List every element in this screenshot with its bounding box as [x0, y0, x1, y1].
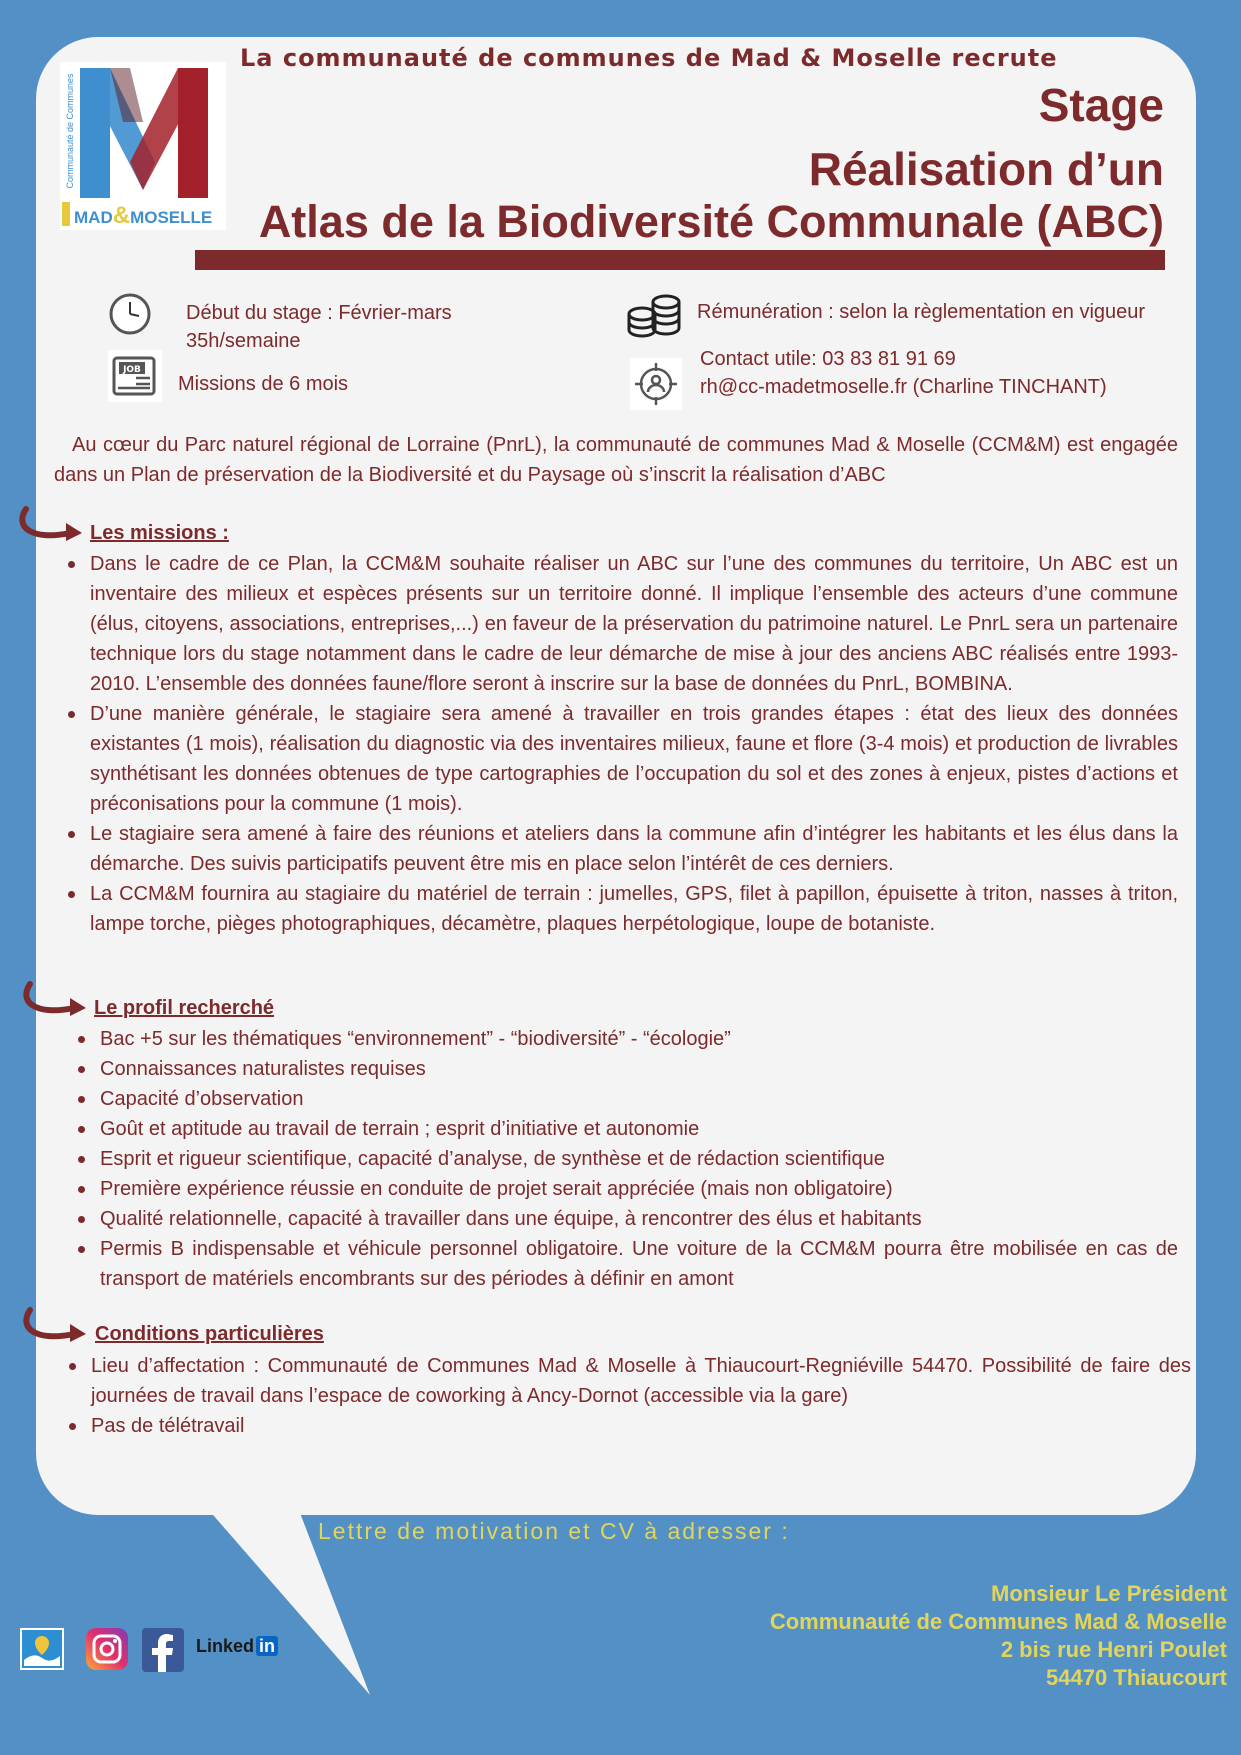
conditions-arrow-icon — [18, 1306, 88, 1346]
list-item: Pas de télétravail — [91, 1411, 1191, 1441]
job-icon-text: JOB — [123, 365, 141, 375]
list-item: Bac +5 sur les thématiques “environnement” - “biodiversité” - “écologie” — [100, 1024, 1178, 1054]
facebook-icon[interactable] — [142, 1628, 184, 1672]
linkedin-text: Linked — [196, 1636, 255, 1656]
list-item: Qualité relationnelle, capacité à travailler dans une équipe, à rencontrer des élus et habitants — [100, 1204, 1178, 1234]
target-person-icon — [630, 358, 682, 410]
contact-email[interactable]: rh@cc-madetmoselle.fr (Charline TINCHANT) — [700, 376, 1107, 398]
missions-arrow-icon — [14, 505, 84, 545]
mad-moselle-logo — [60, 62, 226, 230]
application-prompt: Lettre de motivation et CV à adresser : — [318, 1518, 790, 1544]
profil-arrow-icon — [18, 980, 88, 1020]
list-item: Goût et aptitude au travail de terrain ; esprit d’initiative et autonomie — [100, 1114, 1178, 1144]
conditions-title: Conditions particulières — [95, 1323, 324, 1345]
list-item: Capacité d’observation — [100, 1084, 1178, 1114]
logo-brand — [74, 202, 212, 230]
list-item: La CCM&M fournira au stagiaire du matériel de terrain : jumelles, GPS, filet à papillon, épuisette à triton, nasses à triton, lampe torche, pièges photographiques, décamètre, plaques herpétologique, loupe de botaniste. — [90, 879, 1178, 939]
list-item: Le stagiaire sera amené à faire des réunions et ateliers dans la commune afin d’intégrer les habitants et les élus dans la démarche. Des suivis participatifs peuvent être mis en place selon l’intérêt de ces derniers. — [90, 819, 1178, 879]
missions-duration: Missions de 6 mois — [178, 373, 349, 395]
logo-brand-mad: MAD — [74, 208, 113, 227]
list-item: Lieu d’affectation : Communauté de Communes Mad & Moselle à Thiaucourt-Regniéville 54470. Possibilité de faire des journées de travail dans l’espace de coworking à Ancy-Dornot (accessible via la gare) — [91, 1351, 1191, 1411]
list-item: Esprit et rigueur scientifique, capacité d’analyse, de synthèse et de rédaction scientifique — [100, 1144, 1178, 1174]
linkedin-in-badge: in — [256, 1636, 278, 1656]
profil-list — [100, 1024, 1178, 1294]
instagram-icon[interactable] — [86, 1628, 128, 1670]
map-pin-icon[interactable] — [20, 1628, 64, 1670]
address-city: 54470 Thiaucourt — [1046, 1665, 1227, 1690]
address-organisation: Communauté de Communes Mad & Moselle — [769, 1609, 1227, 1634]
title-atlas: Atlas de la Biodiversité Communale (ABC) — [258, 196, 1164, 247]
logo-brand-moselle: MOSELLE — [130, 208, 213, 227]
title-realisation: Réalisation d’un — [808, 143, 1164, 195]
conditions-list — [91, 1351, 1191, 1441]
list-item: Permis B indispensable et véhicule personnel obligatoire. Une voiture de la CCM&M pourra être mobilisée en cas de transport de matériels encombrants sur des périodes à définir en amont — [100, 1234, 1178, 1294]
postal-address — [770, 1580, 1227, 1692]
intro-paragraph: Au cœur du Parc naturel régional de Lorraine (PnrL), la communauté de communes Mad & Moselle (CCM&M) est engagée dans un Plan de préservation de la Biodiversité et du Paysage où s’inscrit la réalisation d’ABC — [54, 434, 1178, 486]
profil-title: Le profil recherché — [94, 997, 275, 1019]
list-item: Connaissances naturalistes requises — [100, 1054, 1178, 1084]
clock-icon — [108, 292, 152, 336]
contact-phone: Contact utile: 03 83 81 91 69 — [700, 348, 956, 370]
missions-title: Les missions : — [90, 522, 229, 544]
missions-list — [90, 549, 1178, 939]
weekly-hours: 35h/semaine — [186, 330, 301, 352]
title-stage: Stage — [1038, 79, 1164, 131]
address-street: 2 bis rue Henri Poulet — [1000, 1637, 1227, 1662]
list-item: D’une manière générale, le stagiaire sera amené à travailler en trois grandes étapes : état des lieux des données existantes (1 mois), réalisation du diagnostic via des inventaires milieux, faune et flore (3-4 mois) et production de livrables synthétisant les données obtenues de type cartographies de l’occupation du sol et des zones à enjeux, pistes d’actions et préconisations pour la commune (1 mois). — [90, 699, 1178, 819]
address-recipient: Monsieur Le Président — [991, 1581, 1227, 1606]
logo-brand-amp: & — [112, 202, 131, 229]
list-item: Dans le cadre de ce Plan, la CCM&M souhaite réaliser un ABC sur l’une des communes du territoire, Un ABC est un inventaire des milieux et espèces présents sur un territoire donné. Il implique l’ensemble des acteurs d’une commune (élus, citoyens, associations, entreprises,...) en faveur de la préservation du patrimoine naturel. Le PnrL sera un partenaire technique lors du stage notamment dans le cadre de leur démarche de mise à jour des anciens ABC réalisés entre 1993-2010. L’ensemble des données faune/flore seront à inscrire sur la base de données du PnrL, BOMBINA. — [90, 549, 1178, 699]
coins-icon — [626, 292, 682, 338]
recruiter-line: La communauté de communes de Mad & Moselle recrute — [240, 44, 1058, 72]
list-item: Première expérience réussie en conduite de projet serait appréciée (mais non obligatoire) — [100, 1174, 1178, 1204]
remuneration: Rémunération : selon la règlementation en vigueur — [697, 301, 1146, 323]
linkedin-icon[interactable] — [196, 1636, 278, 1657]
start-date: Début du stage : Février-mars — [186, 302, 452, 324]
title-underline-bar — [195, 250, 1165, 270]
logo-side-text: Communauté de Communes — [65, 73, 75, 189]
job-newspaper-icon — [108, 350, 162, 402]
